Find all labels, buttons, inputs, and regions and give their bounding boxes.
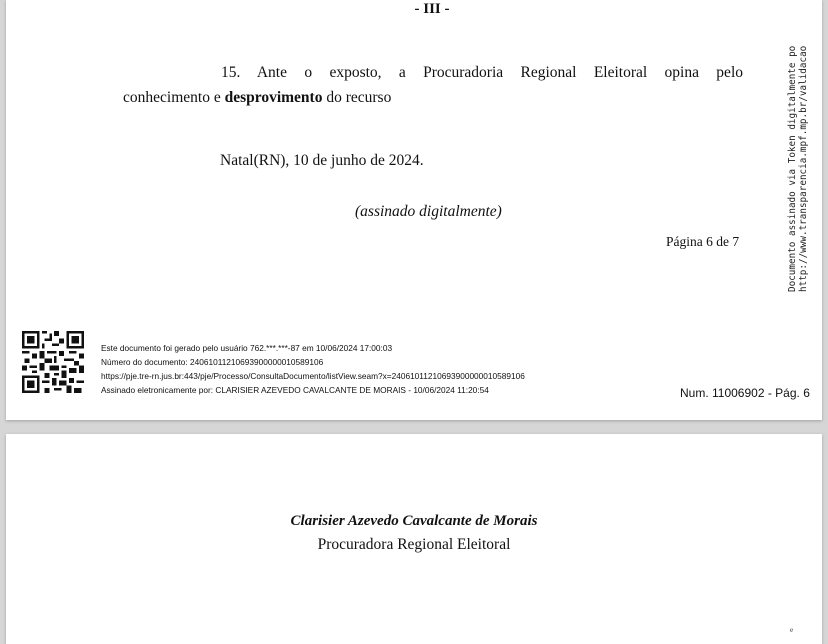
document-page-6 <box>6 0 822 420</box>
footer-url[interactable]: https://pje.tre-rn.jus.br:443/pje/Processo/ConsultaDocumento/listView.seam?x=24061011210693900000010589106 <box>101 371 525 381</box>
section-heading: - III - <box>414 1 450 17</box>
footer-signed-by: Assinado eletronicamente por: CLARISIER AZEVEDO CAVALCANTE DE MORAIS - 10/06/2024 11:20:54 <box>101 385 489 395</box>
paragraph-15-line1: 15. Ante o exposto, a Procuradoria Regional Eleitoral opina pelo <box>221 64 743 81</box>
side-stamp-line2: http://www.transparencia.mpf.mp.br/validacao <box>798 45 809 292</box>
paragraph-bold-text: desprovimento <box>224 89 323 106</box>
page-indicator: Página 6 de 7 <box>666 234 740 249</box>
footer-doc-number: Número do documento: 24061011210693900000010589106 <box>101 357 324 367</box>
footer-generated-by: Este documento foi gerado pelo usuário 762.***.***-87 em 10/06/2024 17:00:03 <box>101 343 393 353</box>
document-num-page: Num. 11006902 - Pág. 6 <box>680 386 810 400</box>
paragraph-text-end: do recurso <box>322 89 392 106</box>
pje-footer <box>101 341 525 397</box>
place-date: Natal(RN), 10 de junho de 2024. <box>220 152 424 169</box>
side-stamp-fragment: e <box>790 626 794 634</box>
signer-role: Procuradora Regional Eleitoral <box>317 536 511 553</box>
side-validation-stamp <box>787 46 809 292</box>
side-stamp-line1: Documento assinado via Token digitalmente po <box>787 45 798 292</box>
signed-digitally-note: (assinado digitalmente) <box>355 203 502 220</box>
paragraph-15-line2 <box>123 89 391 107</box>
paragraph-text: conhecimento e <box>123 89 225 106</box>
document-page-7 <box>6 434 822 644</box>
qr-code-icon <box>22 331 84 393</box>
signer-name: Clarisier Azevedo Cavalcante de Morais <box>290 513 538 529</box>
